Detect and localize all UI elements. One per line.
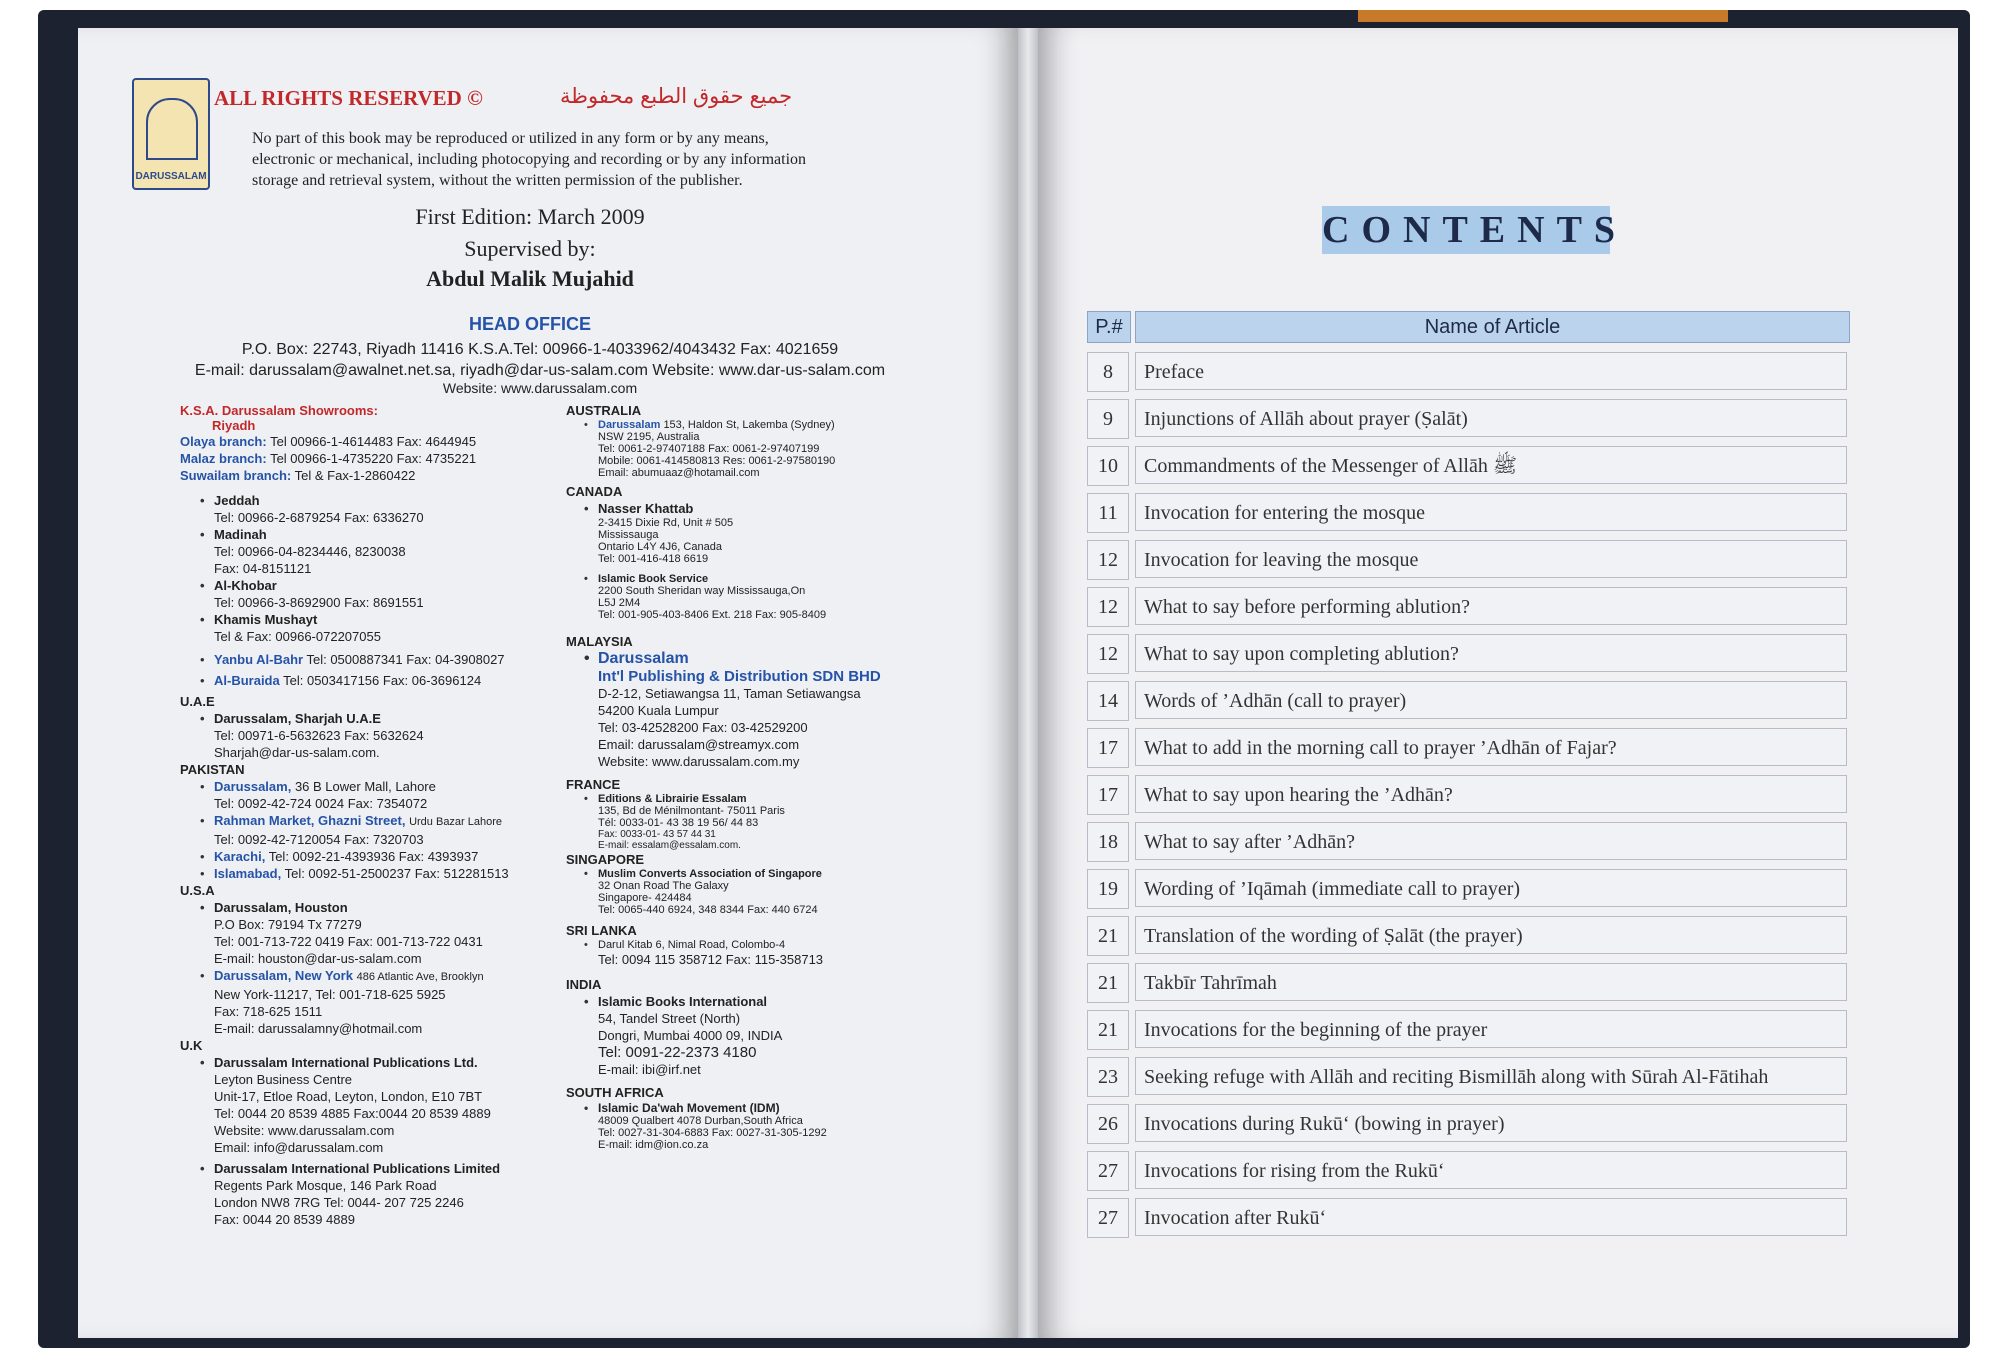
au-name: Darussalam bbox=[598, 419, 661, 431]
toc-article-name: What to say after ’Adhān? bbox=[1135, 822, 1847, 860]
toc-row bbox=[1087, 822, 1849, 862]
toc-page-number: 12 bbox=[1087, 587, 1129, 627]
fr-line: 135, Bd de Ménilmontant- 75011 Paris bbox=[598, 805, 785, 817]
ca-line: Tel: 001-905-403-8406 Ext. 218 Fax: 905-8409 bbox=[598, 609, 827, 621]
toc-page-number: 10 bbox=[1087, 446, 1129, 486]
in-line: Tel: 0091-22-2373 4180 bbox=[598, 1044, 757, 1061]
toc-row bbox=[1087, 963, 1849, 1003]
uk-line: Tel: 0044 20 8539 4885 Fax:0044 20 8539 4889 bbox=[214, 1106, 491, 1121]
my-line: Tel: 03-42528200 Fax: 03-42529200 bbox=[598, 720, 808, 735]
rights-notice bbox=[252, 128, 902, 191]
za-line: 48009 Qualbert 4078 Durban,South Africa bbox=[598, 1115, 803, 1127]
toc-article-name: What to say upon hearing the ’Adhān? bbox=[1135, 775, 1847, 813]
toc-article-name: What to say upon completing ablution? bbox=[1135, 634, 1847, 672]
usa-extra: 486 Atlantic Ave, Brooklyn bbox=[356, 971, 484, 983]
ca-line: Ontario L4Y 4J6, Canada bbox=[598, 541, 722, 553]
toc-page-number: 12 bbox=[1087, 540, 1129, 580]
city-name: Al-Buraida bbox=[214, 673, 280, 688]
uk-title: U.K bbox=[180, 1038, 203, 1053]
branch-text: Tel 00966-1-4735220 Fax: 4735221 bbox=[270, 451, 477, 466]
usa-line: E-mail: houston@dar-us-salam.com bbox=[214, 951, 422, 966]
right-column bbox=[566, 402, 946, 1151]
toc-row bbox=[1087, 681, 1849, 721]
ksa-title: K.S.A. Darussalam Showrooms: bbox=[180, 403, 378, 418]
uk-line: Fax: 0044 20 8539 4889 bbox=[214, 1212, 355, 1227]
au-line: 153, Haldon St, Lakemba (Sydney) bbox=[663, 419, 835, 431]
ca-name: • Nasser Khattab bbox=[598, 500, 946, 517]
branch-name: Malaz branch: bbox=[180, 451, 267, 466]
book-gutter bbox=[1018, 28, 1038, 1338]
ca-line: L5J 2M4 bbox=[598, 597, 641, 609]
srilanka-title: SRI LANKA bbox=[566, 923, 637, 938]
southafrica-title: SOUTH AFRICA bbox=[566, 1085, 664, 1100]
uk-line: Email: info@darussalam.com bbox=[214, 1140, 384, 1155]
toc-row bbox=[1087, 446, 1849, 486]
mosque-arch-icon bbox=[146, 98, 198, 160]
toc-row bbox=[1087, 916, 1849, 956]
toc-row bbox=[1087, 352, 1849, 392]
sg-name: • Muslim Converts Association of Singapore bbox=[598, 868, 946, 880]
toc-article-name: What to add in the morning call to prayer ’Adhān of Fajar? bbox=[1135, 728, 1847, 766]
toc-page-number: 27 bbox=[1087, 1151, 1129, 1191]
toc-page-number: 19 bbox=[1087, 869, 1129, 909]
usa-line: P.O Box: 79194 Tx 77279 bbox=[214, 917, 362, 932]
ca-line: Mississauga bbox=[598, 529, 659, 541]
toc-row bbox=[1087, 869, 1849, 909]
toc-row bbox=[1087, 634, 1849, 674]
ca-name: • Islamic Book Service bbox=[598, 573, 946, 585]
uk-line: Unit-17, Etloe Road, Leyton, London, E10 7BT bbox=[214, 1089, 483, 1104]
fr-name: • Editions & Librairie Essalam bbox=[598, 793, 946, 805]
my-line: 54200 Kuala Lumpur bbox=[598, 703, 719, 718]
edition: First Edition: March 2009 bbox=[415, 204, 645, 229]
toc-page-number: 9 bbox=[1087, 399, 1129, 439]
city-name: • Jeddah bbox=[214, 492, 560, 509]
rights-arabic: جميع حقوق الطبع محفوظة bbox=[560, 85, 793, 108]
my-line: Email: darussalam@streamyx.com bbox=[598, 737, 800, 752]
in-name: • Islamic Books International bbox=[598, 993, 946, 1010]
za-name: • Islamic Da'wah Movement (IDM) bbox=[598, 1101, 946, 1115]
france-title: FRANCE bbox=[566, 777, 621, 792]
toc-article-name: Invocation for entering the mosque bbox=[1135, 493, 1847, 531]
fr-line: E-mail: essalam@essalam.com. bbox=[598, 840, 741, 851]
city-line: Tel: 0500887341 Fax: 04-3908027 bbox=[306, 652, 505, 667]
uae-line: Sharjah@dar-us-salam.com. bbox=[214, 745, 380, 760]
toc-article-name: Commandments of the Messenger of Allāh ﷺ bbox=[1135, 446, 1847, 484]
toc-header-page: P.# bbox=[1087, 311, 1131, 343]
toc-page-number: 12 bbox=[1087, 634, 1129, 674]
toc-article-name: Wording of ’Iqāmah (immediate call to prayer) bbox=[1135, 869, 1847, 907]
city-line: Tel: 00966-2-6879254 Fax: 6336270 bbox=[214, 510, 424, 525]
toc-article-name: Invocation after Rukū‘ bbox=[1135, 1198, 1847, 1236]
sg-line: Tel: 0065-440 6924, 348 8344 Fax: 440 6724 bbox=[598, 904, 818, 916]
ca-line: Tel: 001-416-418 6619 bbox=[598, 553, 709, 565]
toc-article-name: Injunctions of Allāh about prayer (Ṣalāt) bbox=[1135, 399, 1847, 437]
ca-line: 2200 South Sheridan way Mississauga,On bbox=[598, 585, 806, 597]
uk-line: Regents Park Mosque, 146 Park Road bbox=[214, 1178, 437, 1193]
usa-line: Fax: 718-625 1511 bbox=[214, 1004, 323, 1019]
toc-article-name: Preface bbox=[1135, 352, 1847, 390]
toc-row bbox=[1087, 1151, 1849, 1191]
supervisor-name: Abdul Malik Mujahid bbox=[426, 266, 634, 291]
toc-page-number: 17 bbox=[1087, 775, 1129, 815]
australia-title: AUSTRALIA bbox=[566, 403, 642, 418]
uk-name: • Darussalam International Publications Ltd. bbox=[214, 1054, 560, 1071]
toc-page-number: 26 bbox=[1087, 1104, 1129, 1144]
singapore-title: SINGAPORE bbox=[566, 852, 645, 867]
pk-text: Urdu Bazar Lahore bbox=[409, 816, 503, 828]
toc-article-name: Invocations for rising from the Rukū‘ bbox=[1135, 1151, 1847, 1189]
toc-page-number: 8 bbox=[1087, 352, 1129, 392]
my-name: • Darussalam bbox=[598, 650, 946, 668]
au-line: Email: abumuaaz@hotamail.com bbox=[598, 467, 760, 479]
toc-article-name: Invocations for the beginning of the prayer bbox=[1135, 1010, 1847, 1048]
usa-name: • Darussalam, Houston bbox=[214, 899, 560, 916]
au-line: NSW 2195, Australia bbox=[598, 431, 700, 443]
toc-page-number: 14 bbox=[1087, 681, 1129, 721]
toc-page-number: 21 bbox=[1087, 1010, 1129, 1050]
usa-name: Darussalam, New York bbox=[214, 968, 353, 983]
ksa-cities bbox=[214, 492, 560, 689]
branch-name: Suwailam branch: bbox=[180, 468, 292, 483]
head-line: P.O. Box: 22743, Riyadh 11416 K.S.A.Tel: 00966-1-4033962/4043432 Fax: 4021659 bbox=[241, 341, 839, 358]
rights-title: ALL RIGHTS RESERVED © bbox=[214, 86, 483, 110]
toc-row bbox=[1087, 1010, 1849, 1050]
usa-title: U.S.A bbox=[180, 883, 215, 898]
logo-label: DARUSSALAM bbox=[135, 171, 207, 182]
head-office-title: HEAD OFFICE bbox=[468, 314, 591, 334]
supervised-by: Supervised by: bbox=[464, 236, 596, 261]
branch-name: Olaya branch: bbox=[180, 434, 267, 449]
toc-row bbox=[1087, 540, 1849, 580]
usa-line: E-mail: darussalamny@hotmail.com bbox=[214, 1021, 423, 1036]
toc-page-number: 11 bbox=[1087, 493, 1129, 533]
toc-row bbox=[1087, 587, 1849, 627]
pk-text: Tel: 0092-51-2500237 Fax: 512281513 bbox=[284, 866, 509, 881]
riyadh-title: Riyadh bbox=[212, 418, 256, 433]
lk-line: Tel: 0094 115 358712 Fax: 115-358713 bbox=[598, 952, 824, 967]
toc-row bbox=[1087, 399, 1849, 439]
india-title: INDIA bbox=[566, 977, 602, 992]
pk-name: Islamabad, bbox=[214, 866, 282, 881]
city-line: Fax: 04-8151121 bbox=[214, 561, 312, 576]
fr-line: Fax: 0033-01- 43 57 44 31 bbox=[598, 829, 716, 840]
toc-page-number: 23 bbox=[1087, 1057, 1129, 1097]
malaysia-title: MALAYSIA bbox=[566, 634, 633, 649]
city-line: Tel: 00966-3-8692900 Fax: 8691551 bbox=[214, 595, 424, 610]
branch-text: Tel 00966-1-4614483 Fax: 4644945 bbox=[270, 434, 477, 449]
pk-sub: Tel: 0092-42-7120054 Fax: 7320703 bbox=[214, 832, 424, 847]
toc-page-number: 21 bbox=[1087, 963, 1129, 1003]
toc-page-number: 21 bbox=[1087, 916, 1129, 956]
toc-article-name: Invocation for leaving the mosque bbox=[1135, 540, 1847, 578]
uk-name: • Darussalam International Publications Limited bbox=[214, 1160, 560, 1177]
city-line: Tel: 0503417156 Fax: 06-3696124 bbox=[283, 673, 482, 688]
in-line: Dongri, Mumbai 4000 09, INDIA bbox=[598, 1028, 783, 1043]
toc-page-number: 17 bbox=[1087, 728, 1129, 768]
ca-line: 2-3415 Dixie Rd, Unit # 505 bbox=[598, 517, 734, 529]
au-line: Tel: 0061-2-97407188 Fax: 0061-2-97407199 bbox=[598, 443, 820, 455]
uk-line: Website: www.darussalam.com bbox=[214, 1123, 395, 1138]
lk-line: • Darul Kitab 6, Nimal Road, Colombo-4 bbox=[598, 939, 946, 951]
darussalam-logo bbox=[132, 78, 210, 190]
canada-title: CANADA bbox=[566, 484, 623, 499]
city-name: • Madinah bbox=[214, 526, 560, 543]
in-line: 54, Tandel Street (North) bbox=[598, 1011, 741, 1026]
toc-page-number: 27 bbox=[1087, 1198, 1129, 1238]
toc-header-name: Name of Article bbox=[1135, 311, 1850, 343]
toc-row bbox=[1087, 1104, 1849, 1144]
toc-article-name: Takbīr Tahrīmah bbox=[1135, 963, 1847, 1001]
pk-name: Darussalam, bbox=[214, 779, 292, 794]
pk-text: 36 B Lower Mall, Lahore bbox=[294, 779, 436, 794]
contents-title: CONTENTS bbox=[1322, 206, 1610, 254]
head-office-details bbox=[140, 339, 940, 396]
branch-text: Tel & Fax-1-2860422 bbox=[294, 468, 416, 483]
toc-page-number: 18 bbox=[1087, 822, 1129, 862]
pk-name: Rahman Market, Ghazni Street, bbox=[214, 813, 406, 828]
my-line: Website: www.darussalam.com.my bbox=[598, 754, 800, 769]
uk-line: London NW8 7RG Tel: 0044- 207 725 2246 bbox=[214, 1195, 464, 1210]
sg-line: 32 Onan Road The Galaxy bbox=[598, 880, 729, 892]
pakistan-title: PAKISTAN bbox=[180, 762, 245, 777]
uk-line: Leyton Business Centre bbox=[214, 1072, 353, 1087]
uae-name: • Darussalam, Sharjah U.A.E bbox=[214, 710, 560, 727]
au-line: Mobile: 0061-414580813 Res: 0061-2-97580190 bbox=[598, 455, 836, 467]
toc-article-name: What to say before performing ablution? bbox=[1135, 587, 1847, 625]
za-line: Tel: 0027-31-304-6883 Fax: 0027-31-305-1292 bbox=[598, 1127, 827, 1139]
toc-article-name: Seeking refuge with Allāh and reciting Bismillāh along with Sūrah Al-Fātihah bbox=[1135, 1057, 1847, 1095]
city-line: Tel & Fax: 00966-072207055 bbox=[214, 629, 381, 644]
city-name: • Khamis Mushayt bbox=[214, 611, 560, 628]
uae-line: Tel: 00971-6-5632623 Fax: 5632624 bbox=[214, 728, 424, 743]
head-line: E-mail: darussalam@awalnet.net.sa, riyadh@dar-us-salam.com Website: www.dar-us-salam.com bbox=[194, 362, 886, 379]
rights-line: No part of this book may be reproduced or utilized in any form or by any means, bbox=[252, 130, 769, 147]
pk-name: Karachi, bbox=[214, 849, 266, 864]
usa-line: New York-11217, Tel: 001-718-625 5925 bbox=[214, 987, 446, 1002]
toc-article-name: Invocations during Rukū‘ (bowing in prayer) bbox=[1135, 1104, 1847, 1142]
fr-line: Tél: 0033-01- 43 38 19 56/ 44 83 bbox=[598, 817, 759, 829]
city-line: Tel: 00966-04-8234446, 8230038 bbox=[214, 544, 406, 559]
toc-article-name: Words of ’Adhān (call to prayer) bbox=[1135, 681, 1847, 719]
rights-line: electronic or mechanical, including photocopying and recording or by any information bbox=[252, 151, 807, 168]
pk-sub: Tel: 0092-42-724 0024 Fax: 7354072 bbox=[214, 796, 428, 811]
pk-text: Tel: 0092-21-4393936 Fax: 4393937 bbox=[268, 849, 479, 864]
toc-row bbox=[1087, 1057, 1849, 1097]
za-line: E-mail: idm@ion.co.za bbox=[598, 1139, 709, 1151]
toc-row bbox=[1087, 728, 1849, 768]
my-name2: Int'l Publishing & Distribution SDN BHD bbox=[598, 668, 881, 685]
uae-title: U.A.E bbox=[180, 694, 215, 709]
toc-row bbox=[1087, 775, 1849, 815]
sg-line: Singapore- 424484 bbox=[598, 892, 692, 904]
toc-row bbox=[1087, 493, 1849, 533]
rights-line: storage and retrieval system, without the written permission of the publisher. bbox=[252, 172, 743, 189]
my-line: D-2-12, Setiawangsa 11, Taman Setiawangsa bbox=[598, 686, 861, 701]
usa-line: Tel: 001-713-722 0419 Fax: 001-713-722 0431 bbox=[214, 934, 483, 949]
toc-row bbox=[1087, 1198, 1849, 1238]
city-name: • Al-Khobar bbox=[214, 577, 560, 594]
cover-accent-strip bbox=[1358, 10, 1728, 22]
toc-article-name: Translation of the wording of Ṣalāt (the prayer) bbox=[1135, 916, 1847, 954]
in-line: E-mail: ibi@irf.net bbox=[598, 1062, 701, 1077]
city-name: Yanbu Al-Bahr bbox=[214, 652, 304, 667]
head-line: Website: www.darussalam.com bbox=[442, 380, 638, 396]
left-column bbox=[180, 403, 560, 1228]
